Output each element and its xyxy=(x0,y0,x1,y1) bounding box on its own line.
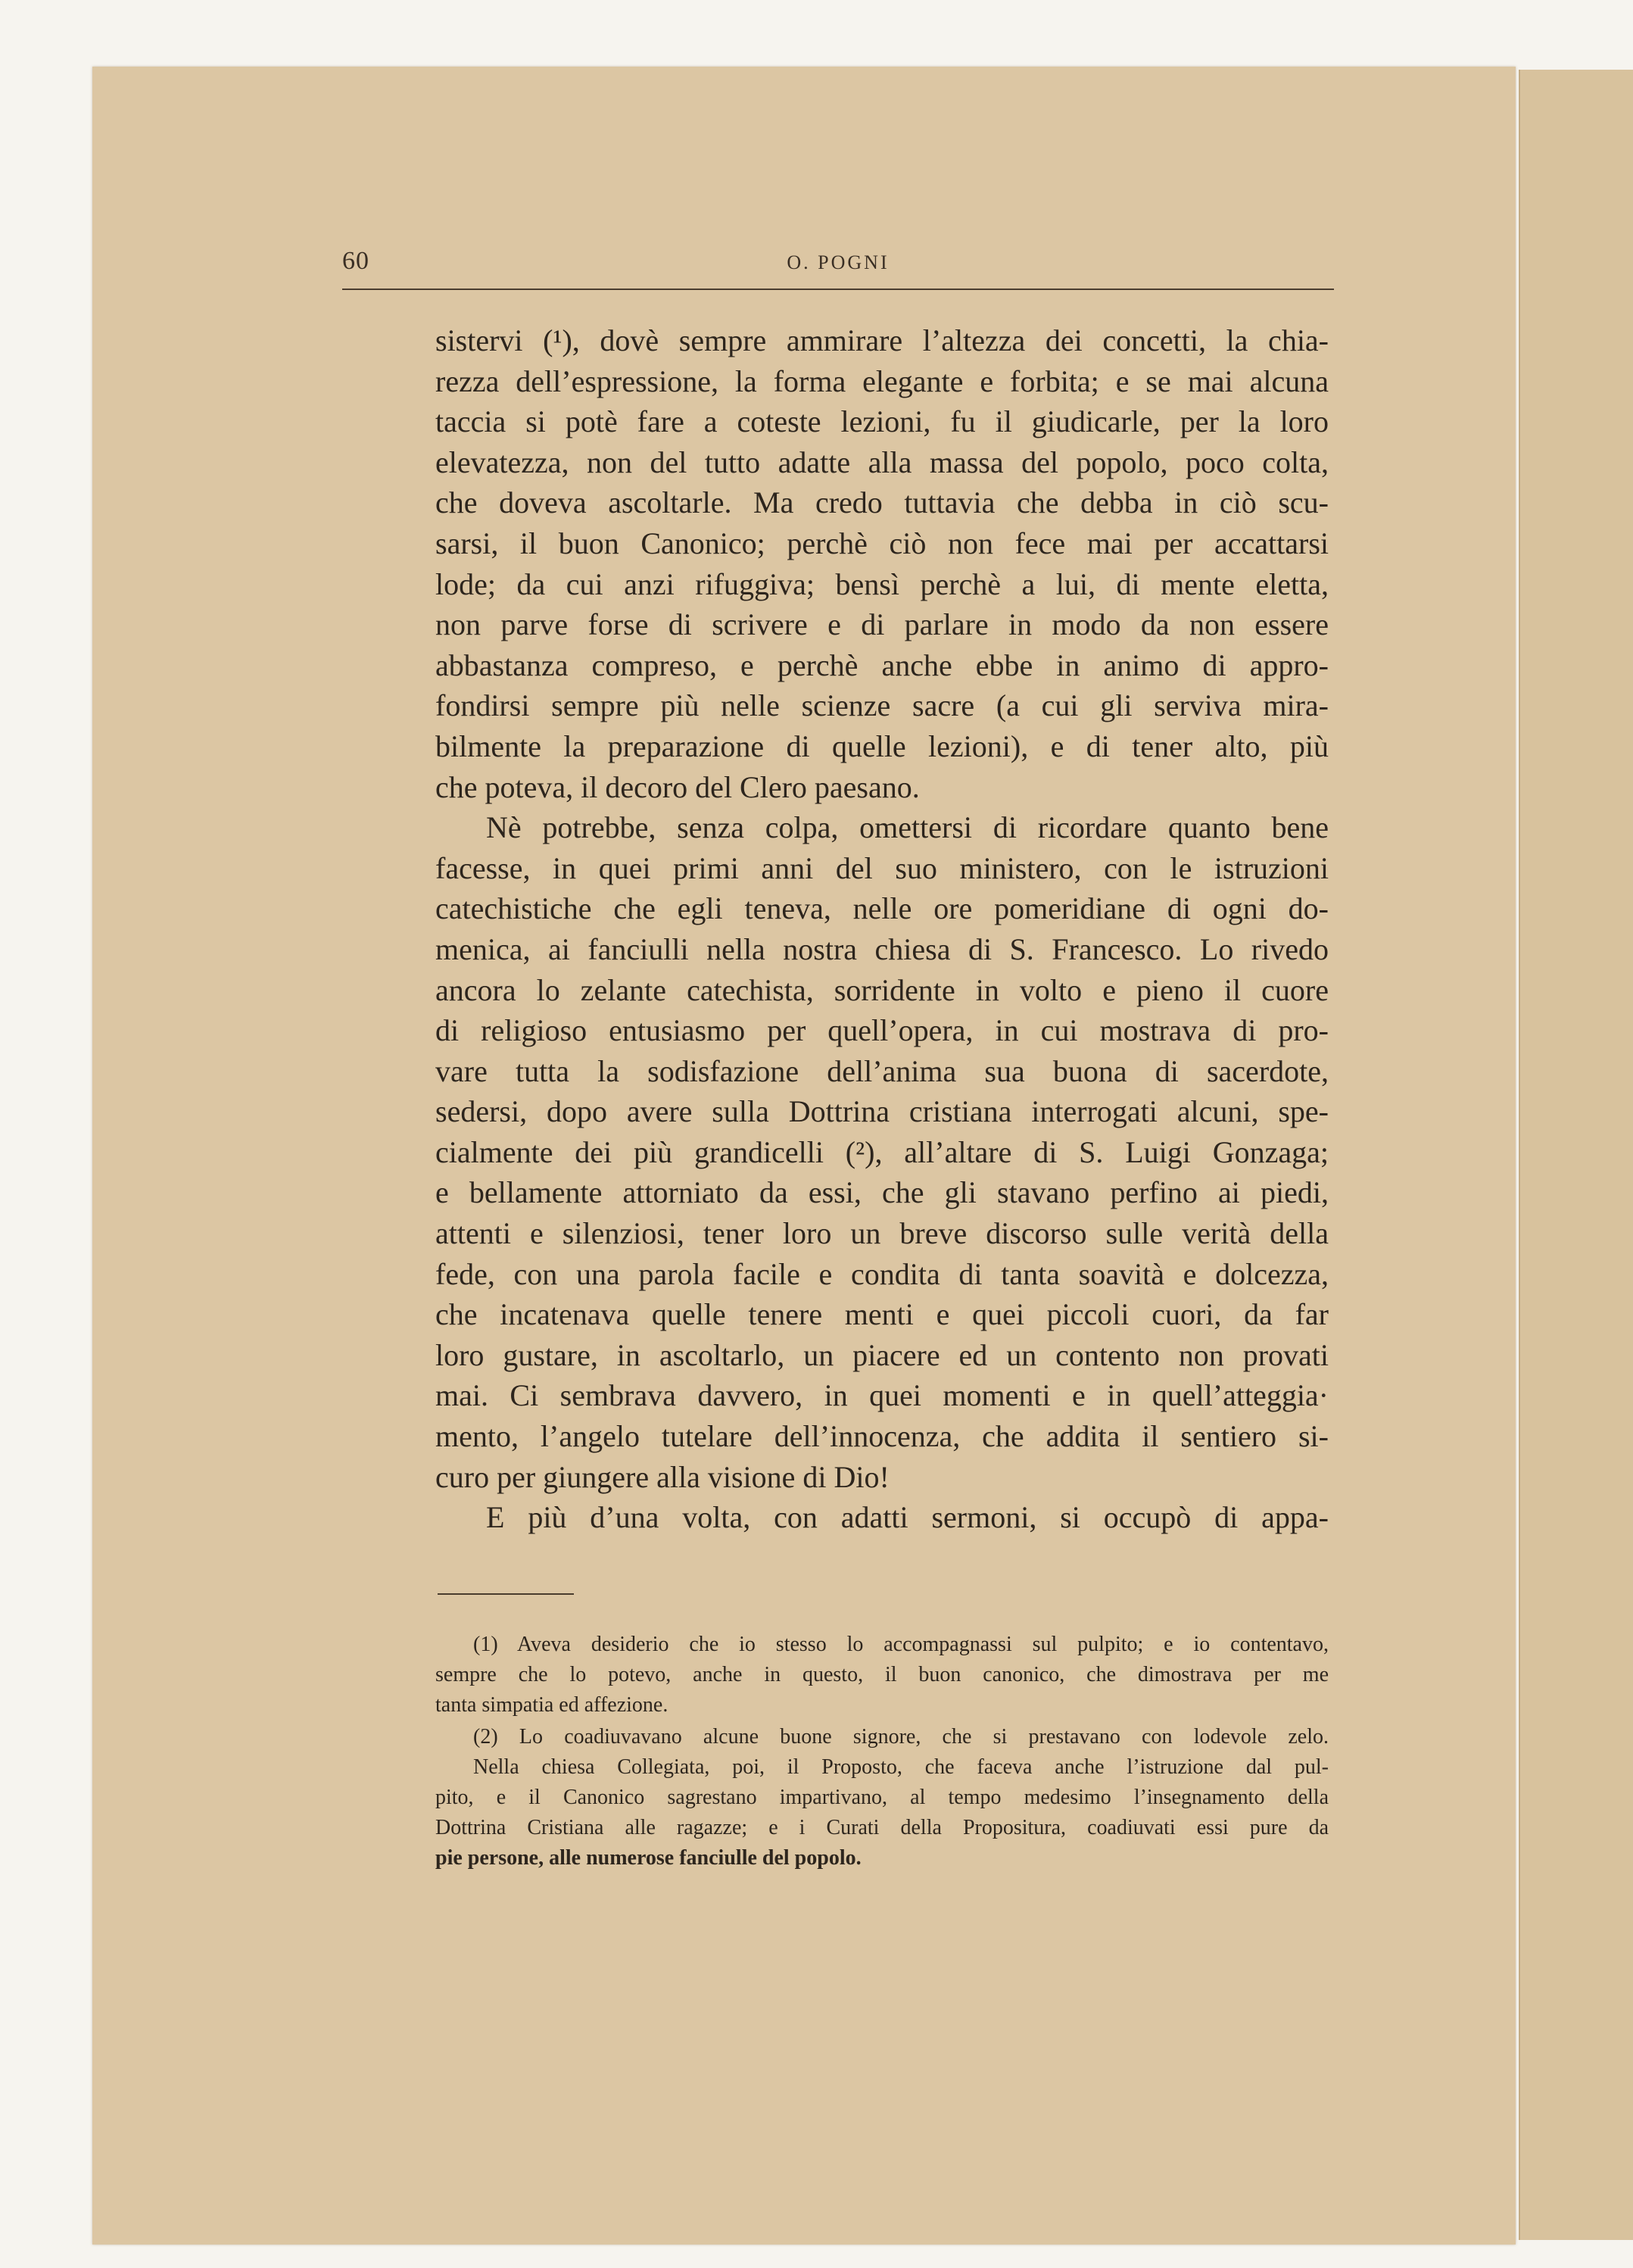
body-line: elevatezza, non del tutto adatte alla massa del popolo, poco colta, xyxy=(435,445,1329,479)
body-line: curo per giungere alla visione di Dio! xyxy=(435,1459,890,1494)
body-line: E più d’una volta, con adatti sermoni, si occupò di appa- xyxy=(486,1500,1329,1535)
body-line: sedersi, dopo avere sulla Dottrina cristiana interrogati alcuni, spe- xyxy=(435,1094,1329,1129)
body-line: che doveva ascoltarle. Ma credo tuttavia che debba in ciò scu- xyxy=(435,485,1329,520)
footnote-line: pito, e il Canonico sagrestano impartivano, al tempo medesimo l’insegnamento della xyxy=(435,1786,1329,1809)
body-line: Nè potrebbe, senza colpa, omettersi di ricordare quanto bene xyxy=(486,810,1329,845)
body-line: vare tutta la sodisfazione dell’anima sua buona di sacerdote, xyxy=(435,1053,1329,1088)
body-line: che poteva, il decoro del Clero paesano. xyxy=(435,769,920,804)
body-line: di religioso entusiasmo per quell’opera, in cui mostrava di pro- xyxy=(435,1013,1329,1048)
body-line: lode; da cui anzi rifuggiva; bensì perchè a lui, di mente eletta, xyxy=(435,566,1329,601)
footnote-line: (2) Lo coadiuvavano alcune buone signore, che si prestavano con lodevole zelo. xyxy=(473,1725,1329,1749)
body-line: loro gustare, in ascoltarlo, un piacere ed un contento non provati xyxy=(435,1337,1329,1372)
page-header xyxy=(342,247,1334,289)
body-line: attenti e silenziosi, tener loro un breve discorso sulle verità della xyxy=(435,1216,1329,1251)
footnotes xyxy=(435,1630,1329,1873)
page-number: 60 xyxy=(342,247,369,275)
body-line: menica, ai fanciulli nella nostra chiesa di S. Francesco. Lo rivedo xyxy=(435,931,1329,966)
body-line: abbastanza compreso, e perchè anche ebbe in animo di appro- xyxy=(435,647,1329,682)
body-line: facesse, in quei primi anni del suo ministero, con le istruzioni xyxy=(435,850,1329,885)
body-text xyxy=(435,320,1329,1538)
body-line: ancora lo zelante catechista, sorridente in volto e pieno il cuore xyxy=(435,972,1329,1007)
body-line: e bellamente attorniato da essi, che gli stavano perfino ai piedi, xyxy=(435,1175,1329,1210)
body-line: bilmente la preparazione di quelle lezioni), e di tener alto, più xyxy=(435,728,1329,763)
body-line: mento, l’angelo tutelare dell’innocenza, che addita il sentiero si- xyxy=(435,1419,1329,1454)
body-line: sistervi (¹), dovè sempre ammirare l’altezza dei concetti, la chia- xyxy=(435,323,1329,357)
footnote-line: Nella chiesa Collegiata, poi, il Proposto, che faceva anche l’istruzione dal pul- xyxy=(473,1755,1329,1779)
body-line: che incatenava quelle tenere menti e quei piccoli cuori, da far xyxy=(435,1297,1329,1332)
adjacent-page-edge xyxy=(1519,70,1633,2240)
body-line: rezza dell’espressione, la forma elegante e forbita; e se mai alcuna xyxy=(435,363,1329,398)
footnote-rule xyxy=(438,1593,574,1595)
body-line: non parve forse di scrivere e di parlare in modo da non essere xyxy=(435,607,1329,642)
body-line: fondirsi sempre più nelle scienze sacre (a cui gli serviva mira- xyxy=(435,688,1329,723)
footnote-line: tanta simpatia ed affezione. xyxy=(435,1693,668,1717)
footnote-line: pie persone, alle numerose fanciulle del popolo. xyxy=(435,1846,862,1870)
body-line: catechistiche che egli teneva, nelle ore pomeridiane di ogni do- xyxy=(435,891,1329,926)
footnote-line: sempre che lo potevo, anche in questo, il buon canonico, che dimostrava per me xyxy=(435,1663,1329,1686)
body-line: mai. Ci sembrava davvero, in quei momenti e in quell’atteggia· xyxy=(435,1378,1329,1413)
header-rule xyxy=(342,289,1334,290)
footnote-line: Dottrina Cristiana alle ragazze; e i Curati della Propositura, coadiuvati essi pure da xyxy=(435,1816,1329,1839)
body-line: fede, con una parola facile e condita di tanta soavità e dolcezza, xyxy=(435,1256,1329,1291)
footnote-line: (1) Aveva desiderio che io stesso lo accompagnassi sul pulpito; e io contentavo, xyxy=(473,1633,1329,1656)
body-line: cialmente dei più grandicelli (²), all’altare di S. Luigi Gonzaga; xyxy=(435,1134,1329,1169)
running-title: O. POGNI xyxy=(787,251,890,273)
body-line: taccia si potè fare a coteste lezioni, fu il giudicarle, per la loro xyxy=(435,404,1329,439)
body-line: sarsi, il buon Canonico; perchè ciò non fece mai per accattarsi xyxy=(435,526,1329,560)
